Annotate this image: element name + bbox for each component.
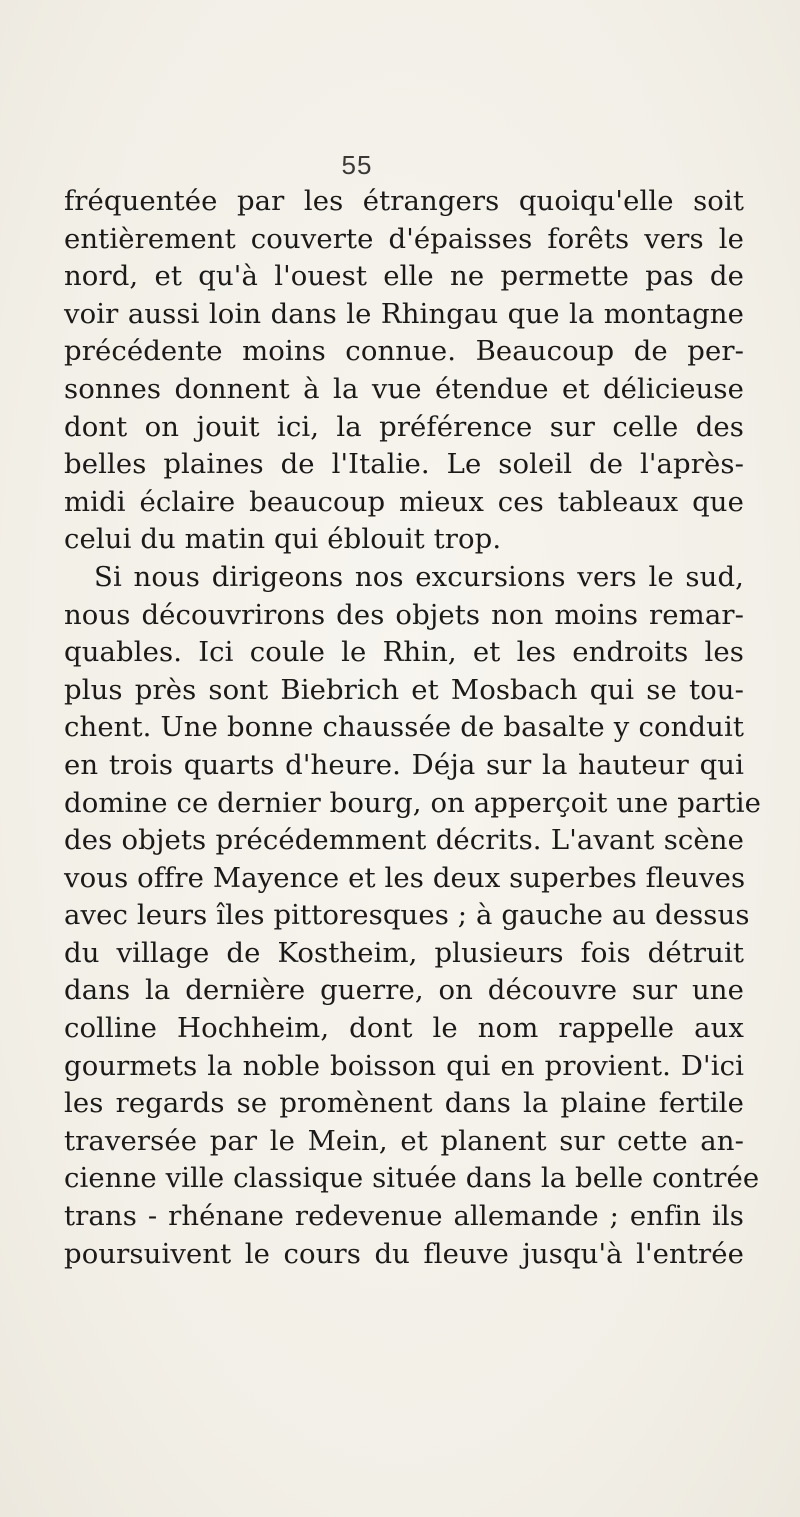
text-line: dont on jouit ici, la préférence sur celle des — [64, 410, 744, 443]
text-line: entièrement couverte d'épaisses forêts vers le — [64, 222, 744, 255]
text-line: traversée par le Mein, et planent sur cette an- — [64, 1124, 744, 1157]
text-line: plus près sont Biebrich et Mosbach qui se tou- — [64, 673, 744, 706]
text-line: fréquentée par les étrangers quoiqu'elle soit — [64, 185, 744, 217]
text-line: nord, et qu'à l'ouest elle ne permette pas de — [64, 260, 744, 293]
text-line: du village de Kostheim, plusieurs fois détruit — [64, 936, 744, 969]
text-line: quables. Ici coule le Rhin, et les endroits les — [64, 636, 744, 669]
text-line: dans la dernière guerre, on découvre sur une — [64, 974, 744, 1007]
text-line: avec leurs îles pittoresques ; à gauche au dessus — [64, 899, 750, 932]
text-line: chent. Une bonne chaussée de basalte y conduit — [64, 711, 744, 744]
text-line: midi éclaire beaucoup mieux ces tableaux que — [64, 485, 744, 518]
text-line: colline Hochheim, dont le nom rappelle aux — [64, 1012, 744, 1045]
text-line: des objets précédemment décrits. L'avant scène — [64, 824, 744, 857]
text-line: gourmets la noble boisson qui en provient. D'ici — [64, 1049, 744, 1082]
text-line: précédente moins connue. Beaucoup de per- — [64, 335, 744, 368]
page-number: 55 — [341, 150, 373, 180]
paragraph-end-line: celui du matin qui éblouit trop. — [64, 523, 502, 556]
text-line: trans - rhénane redevenue allemande ; enfin ils — [64, 1200, 744, 1233]
text-line: cienne ville classique située dans la belle contrée — [64, 1162, 760, 1195]
text-line: en trois quarts d'heure. Déja sur la hauteur qui — [64, 748, 744, 781]
text-line: domine ce dernier bourg, on apperçoit une partie — [64, 786, 762, 819]
text-line: les regards se promènent dans la plaine fertile — [64, 1087, 744, 1120]
text-line: vous offre Mayence et les deux superbes fleuves — [64, 861, 746, 894]
text-line: nous découvrirons des objets non moins remar- — [64, 598, 744, 631]
paragraph-start-line: Si nous dirigeons nos excursions vers le sud, — [94, 560, 744, 593]
text-line: poursuivent le cours du fleuve jusqu'à l'entrée — [64, 1237, 744, 1270]
text-line: voir aussi loin dans le Rhingau que la montagne — [64, 297, 744, 330]
body-text — [64, 183, 762, 1273]
text-line: sonnes donnent à la vue étendue et délicieuse — [64, 372, 744, 405]
text-line: belles plaines de l'Italie. Le soleil de l'après- — [64, 448, 744, 481]
